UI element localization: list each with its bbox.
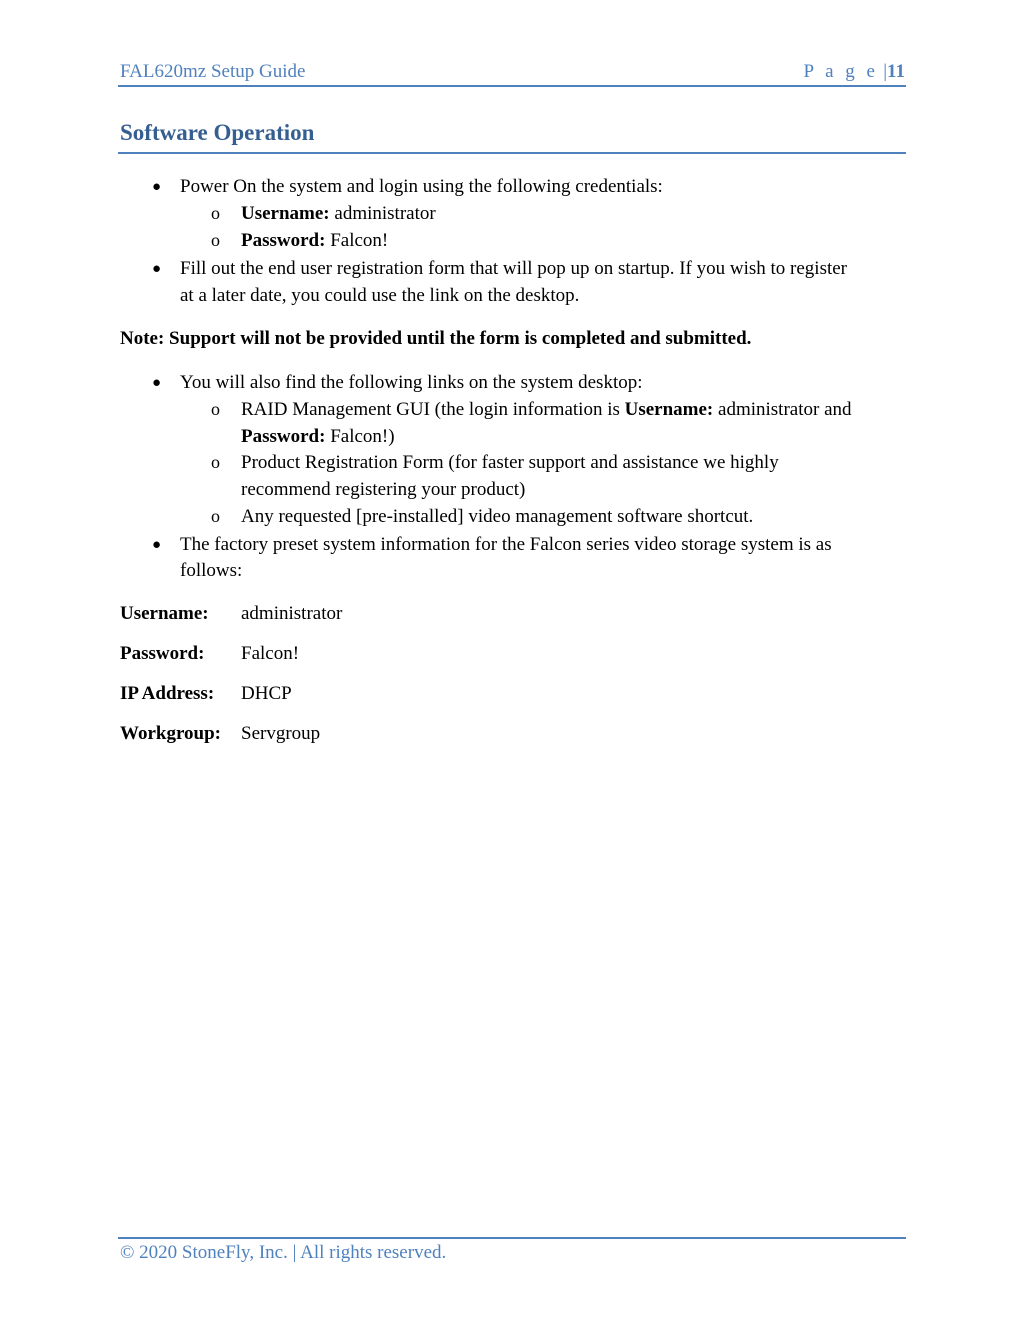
password-label: Password: xyxy=(241,230,326,251)
password-value: Falcon! xyxy=(325,230,389,251)
footer-copyright: © 2020 StoneFly, Inc. | All rights reserved. xyxy=(120,1242,447,1263)
header-rule xyxy=(118,85,906,87)
bullet-icon: ● xyxy=(152,261,162,277)
password-label: Password: xyxy=(241,426,326,447)
list-item: Fill out the end user registration form that will pop up on startup. If you wish to register xyxy=(180,258,848,279)
list-item: You will also find the following links on the system desktop: xyxy=(180,372,643,393)
list-subitem: Product Registration Form (for faster support and assistance we highly xyxy=(241,452,779,473)
header-title: FAL620mz Setup Guide xyxy=(120,61,306,82)
list-subitem xyxy=(241,230,388,252)
bullet-icon: ● xyxy=(152,375,162,391)
section-title: Software Operation xyxy=(120,120,315,145)
page-number xyxy=(804,61,906,83)
username-label: Username: xyxy=(241,203,330,224)
page-label: P a g e xyxy=(803,61,879,82)
list-item-continuation: follows: xyxy=(180,560,243,581)
username-value: administrator xyxy=(329,203,436,224)
page-separator: | xyxy=(883,61,888,82)
sub-bullet-icon: o xyxy=(211,230,220,250)
list-item-continuation: at a later date, you could use the link on the desktop. xyxy=(180,285,580,306)
info-value-ip-address: DHCP xyxy=(241,683,292,704)
section-rule xyxy=(118,152,906,154)
list-subitem-continuation xyxy=(241,426,395,448)
bullet-icon: ● xyxy=(152,179,162,195)
info-value-password: Falcon! xyxy=(241,643,300,664)
list-item: The factory preset system information for the Falcon series video storage system is as xyxy=(180,534,832,555)
sub-bullet-icon: o xyxy=(211,452,220,472)
sub-bullet-icon: o xyxy=(211,399,220,419)
info-value-username: administrator xyxy=(241,603,343,624)
sub-bullet-icon: o xyxy=(211,506,220,526)
info-key-workgroup: Workgroup: xyxy=(120,723,222,744)
info-value-workgroup: Servgroup xyxy=(241,723,321,744)
footer-rule xyxy=(118,1237,906,1239)
raid-gui-tail2: Falcon!) xyxy=(325,426,395,447)
info-key-ip-address: IP Address: xyxy=(120,683,215,704)
support-note: Note: Support will not be provided until the form is completed and submitted. xyxy=(120,328,752,349)
info-key-password: Password: xyxy=(120,643,205,664)
info-key-username: Username: xyxy=(120,603,209,624)
username-label: Username: xyxy=(624,399,714,420)
list-subitem xyxy=(241,203,436,225)
list-item: Power On the system and login using the following credentials: xyxy=(180,176,663,197)
bullet-icon: ● xyxy=(152,537,162,553)
page-number-value: 11 xyxy=(887,61,905,82)
raid-gui-tail: administrator and xyxy=(713,399,852,420)
sub-bullet-icon: o xyxy=(211,203,220,223)
list-subitem: Any requested [pre-installed] video management software shortcut. xyxy=(241,506,754,527)
list-subitem-continuation: recommend registering your product) xyxy=(241,479,526,500)
raid-gui-text: RAID Management GUI (the login information is xyxy=(241,399,625,420)
list-subitem xyxy=(241,399,852,421)
